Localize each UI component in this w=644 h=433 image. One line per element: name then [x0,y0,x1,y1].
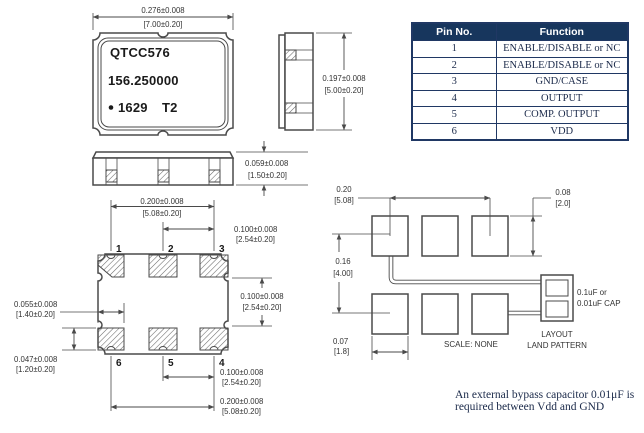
pad-5-notch [159,347,167,350]
pin-function: ENABLE/DISABLE or NC [496,41,628,58]
elevation-pad [158,170,169,182]
pad-number-6: 6 [116,358,122,369]
top-view [93,6,233,135]
pin-number: 5 [412,107,496,124]
dim-land-row-mm: [4.00] [333,269,353,278]
dim-land-pad-height-in: 0.08 [555,188,571,197]
pin-table-header-pin: Pin No. [412,23,496,41]
pin-function-table [411,22,629,141]
pin-number: 2 [412,57,496,74]
dim-land-span-mm: [5.08] [334,196,354,205]
dim-pad-pitch-bottom-in: 0.100±0.008 [220,368,264,377]
pad-number-5: 5 [168,358,174,369]
dim-thickness-mm: [1.50±0.20] [248,171,287,180]
dim-pad-pitch-top-in: 0.100±0.008 [234,225,278,234]
table-row [412,123,628,140]
dim-body-width-mm: [7.00±0.20] [143,20,183,29]
land-pattern-title-line2: LAND PATTERN [527,341,587,350]
dim-pad-pitch-top-mm: [2.54±0.20] [236,235,275,244]
side-view-lid [279,35,285,128]
dim-pad-span-bottom-mm: [5.08±0.20] [222,407,261,416]
pin-number: 1 [412,41,496,58]
dim-thickness-in: 0.059±0.008 [245,159,289,168]
dim-land-pad-width-mm: [1.8] [334,347,350,356]
front-elevation-view [93,141,308,196]
side-view-body [285,33,313,130]
dim-body-height-in: 0.197±0.008 [322,74,366,83]
table-row [412,41,628,58]
elevation-lid [93,152,233,158]
cap-value-line2: 0.01uF CAP [577,299,621,308]
pin-function: ENABLE/DISABLE or NC [496,57,628,74]
marking-model: QTCC576 [110,45,170,60]
pin-table-header-row [412,23,628,41]
pad-number-4: 4 [219,358,225,369]
dim-pad-span-bottom-in: 0.200±0.008 [220,397,264,406]
pin-function: COMP. OUTPUT [496,107,628,124]
land-pad-5 [422,294,458,334]
pad-1-notch [107,255,115,259]
elevation-pad [106,170,117,182]
dim-row-gap-mm: [2.54±0.20] [242,303,282,312]
pin-number: 6 [412,123,496,140]
side-view [279,33,366,130]
land-pattern [332,185,621,360]
table-row [412,90,628,107]
table-row [412,74,628,91]
bypass-capacitor-note [455,389,644,414]
pin1-dot [109,105,114,110]
note-line1: An external bypass capacitor 0.01μF is [455,389,635,401]
dim-pad-height-mm: [1.20±0.20] [16,365,55,374]
dim-body-width-in: 0.276±0.008 [141,6,185,15]
dim-pad-span-top-mm: [5.08±0.20] [142,209,182,218]
pad-number-1: 1 [116,244,122,255]
dim-land-span-in: 0.20 [336,185,352,194]
pad-2-notch [159,255,167,259]
elevation-pad [209,170,220,182]
trace-vdd-to-cap [391,256,541,282]
side-view-castellation-pad [285,50,296,60]
dim-land-row-in: 0.16 [335,257,351,266]
pin-number: 3 [412,74,496,91]
dim-row-gap-in: 0.100±0.008 [240,292,284,301]
land-pad-2 [422,216,458,256]
dim-land-pad-width-in: 0.07 [333,337,349,346]
dim-pad-pitch-bottom-mm: [2.54±0.20] [222,378,261,387]
marking-lot-code: T2 [162,100,178,115]
land-pad-6 [372,294,408,334]
pad-number-2: 2 [168,244,174,255]
dim-pad-span-top-in: 0.200±0.008 [140,197,184,206]
pin-table-header-function: Function [496,23,628,41]
pin-function: GND/CASE [496,74,628,91]
pin-function: OUTPUT [496,90,628,107]
scale-label: SCALE: NONE [444,340,498,349]
trace-vdd-to-cap-core [391,256,541,282]
dim-pad-width-mm: [1.40±0.20] [16,310,55,319]
marking-frequency: 156.250000 [108,73,179,88]
side-view-castellation-pad [285,103,296,113]
marking-date-code: 1629 [118,100,148,115]
dim-body-height-mm: [5.00±0.20] [324,86,364,95]
dim-pad-height-in: 0.047±0.008 [14,355,58,364]
table-row [412,57,628,74]
note-line2: required between Vdd and GND [455,401,605,414]
dim-pad-width-in: 0.055±0.008 [14,300,58,309]
cap-value-line1: 0.1uF or [577,288,607,297]
pad-3-notch [210,255,218,259]
dim-land-pad-height-mm: [2.0] [555,199,571,208]
pad-6-notch [107,347,115,350]
land-pad-4 [472,294,508,334]
pin-number: 4 [412,90,496,107]
land-pattern-title-line1: LAYOUT [541,330,573,339]
bottom-view [14,197,284,416]
pad-4-notch [210,347,218,350]
table-row [412,107,628,124]
pin-function: VDD [496,123,628,140]
pad-number-3: 3 [219,244,225,255]
